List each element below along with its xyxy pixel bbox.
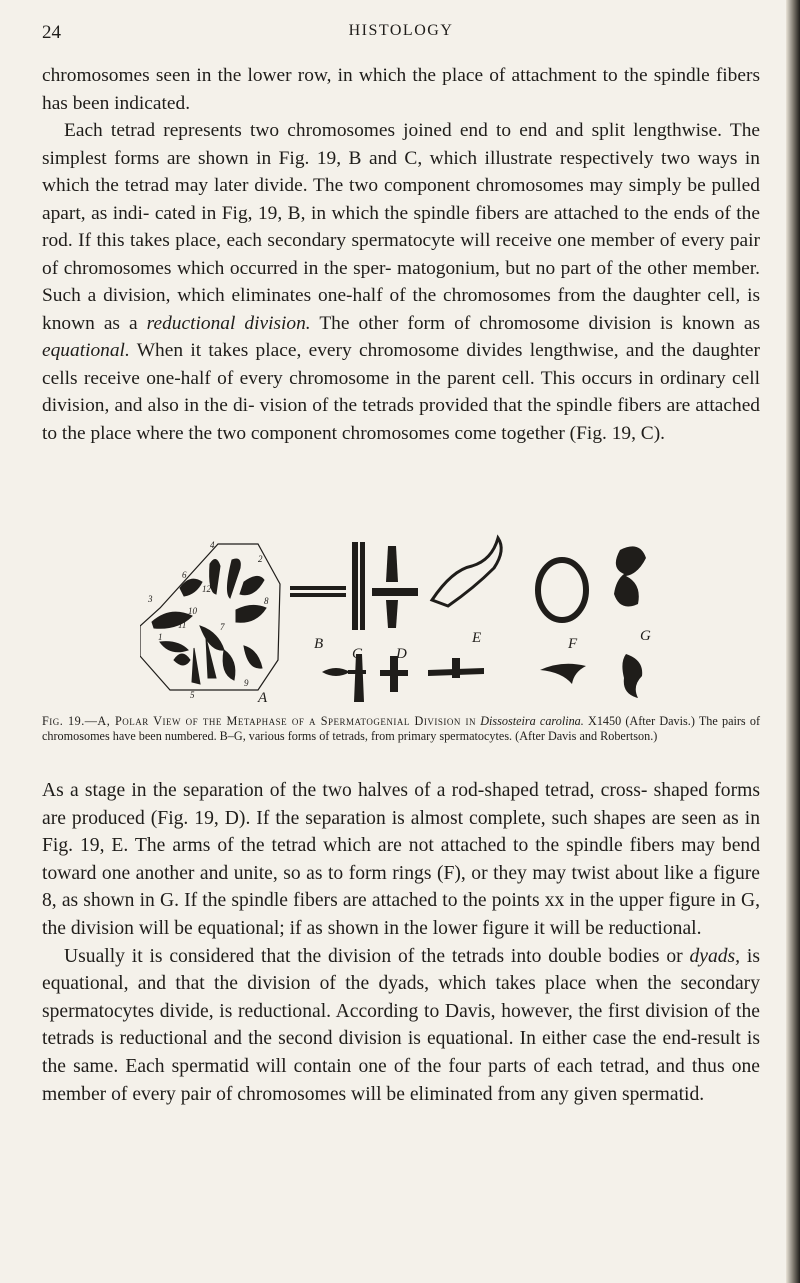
panel-a-polar-view	[140, 540, 280, 706]
label-e: E	[472, 630, 482, 646]
page-header	[42, 22, 760, 46]
chromosome-illustration	[140, 530, 685, 712]
paragraph: As a stage in the separation of the two halves of a rod-shaped tetrad, cross- shaped forms are produced (Fig. 19, D). If the separation is almost complete, such shapes are seen as in Fig. 19, E. The arms of the tetrad which are not attached to the spindle fibers may bend toward one another and unite, so as to form rings (F), or they may twist about like a figure 8, as shown in G. If the spindle fibers are attached to the points xx in the upper figure in G, the division will be equational; if as shown in the lower figure it will be reductional.	[42, 780, 760, 939]
term-reductional-division: reductional division.	[146, 312, 311, 334]
panel-b-rod-tetrad	[290, 586, 350, 676]
panel-g-figure-eight-tetrad	[614, 546, 651, 698]
number-label: 5	[190, 690, 195, 700]
number-label: 11	[178, 620, 187, 630]
panel-c-tetrad	[348, 542, 366, 702]
number-label: 1	[158, 632, 163, 642]
number-label: 9	[244, 678, 249, 688]
number-label: 7	[220, 622, 225, 632]
paragraph	[42, 943, 760, 1109]
number-label: 12	[202, 584, 211, 594]
number-label: 2	[258, 554, 263, 564]
label-b: B	[314, 636, 324, 652]
number-label: 4	[210, 540, 215, 550]
text-run: Each tetrad represents two chromosomes joined end to end and split lengthwise. The simplest forms are shown in Fig. 19, B and C, which illustrate respectively two ways in which the tetrad may later divide. The two component chromosomes may simply be pulled apart, as indi- cated in Fig, 19, B, in which the spindle fibers are attached to the ends of the rod. If this takes place, each secondary spermatocyte will receive one member of every pair of chromosomes which occurred in the sper- matogonium, but no part of the other member. Such a division, which eliminates one-half of the chromosomes from the daughter cell, is known as a	[42, 120, 760, 334]
running-head: HISTOLOGY	[348, 22, 454, 39]
panel-e-tetrad	[428, 538, 501, 678]
caption-species: Dissosteira carolina.	[480, 714, 584, 728]
label-g: G	[640, 628, 651, 644]
text-run: The other form of chromosome division is known as	[319, 312, 760, 334]
number-label: 6	[182, 570, 187, 580]
panel-f-ring-tetrad	[538, 560, 586, 684]
number-label: 8	[264, 596, 269, 606]
text-run: When it takes place, every chromosome divides lengthwise, and the daughter cells receive one-half of every chromosome in the parent cell. This occurs in ordinary cell division, and also in the di- vision of the tetrads provided that the spindle fibers are attached to the place where the two component chromosomes come together (Fig. 19, C).	[42, 340, 761, 444]
paragraph: chromosomes seen in the lower row, in which the place of attachment to the spindle fibers has been indicated.	[42, 65, 760, 114]
figure-caption	[42, 714, 760, 744]
number-label: 3	[148, 594, 153, 604]
term-dyads: dyads,	[689, 945, 741, 967]
panel-d-cross-tetrad	[372, 546, 418, 692]
body-text-top	[42, 62, 760, 447]
caption-title: Fig. 19.—A, Polar View of the Metaphase of a Spermatogenial Division in	[42, 714, 477, 728]
page-edge-shadow	[786, 0, 800, 1283]
number-label: 10	[188, 606, 197, 616]
paragraph	[42, 117, 760, 447]
label-d: D	[396, 646, 407, 662]
label-f: F	[568, 636, 578, 652]
text-run: is equational, and that the division of the dyads, which takes place when the secondary spermatocytes divide, is reductional. According to Davis, however, the first division of the tetrads is reductional and the second division is equational. In either case the end-result is the same. Each spermatid will contain one of the four parts of each tetrad, and thus one member of every pair of chromosomes will be eliminated from any given spermatid.	[42, 945, 760, 1105]
label-a: A	[258, 690, 268, 706]
page-number: 24	[42, 22, 61, 43]
caption-body: X1450 (After Davis.) The pairs of chromosomes have been numbered. B–G, various forms of tetrads, from primary spermatocytes. (After Davis and Robertson.)	[42, 714, 761, 743]
body-text-bottom	[42, 777, 760, 1108]
label-c: C	[352, 646, 363, 662]
term-equational: equational.	[42, 340, 130, 361]
figure-19	[140, 530, 685, 712]
text-run: Usually it is considered that the division of the tetrads into double bodies or	[64, 945, 683, 967]
